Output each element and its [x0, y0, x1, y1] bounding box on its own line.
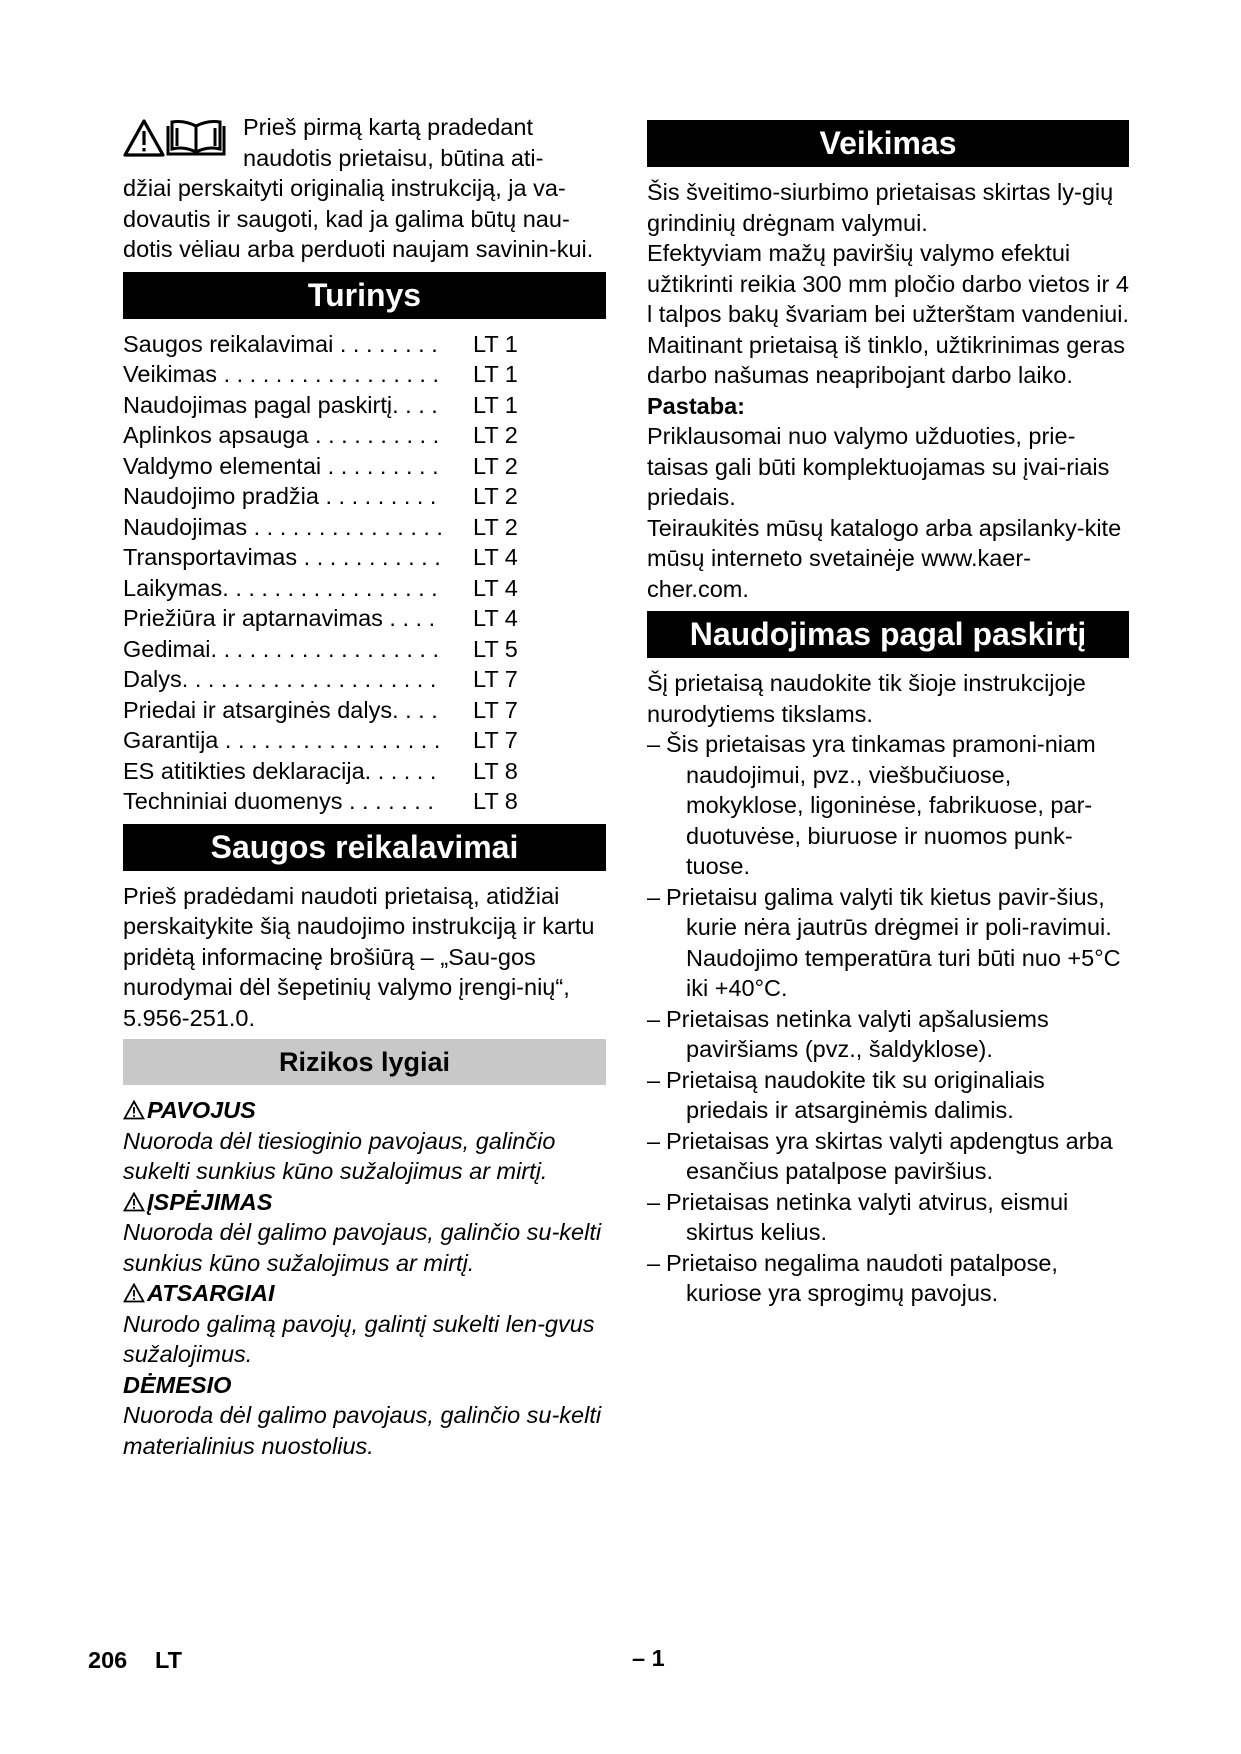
toc-item[interactable] — [123, 695, 606, 726]
toc-page: LT 8 — [473, 788, 518, 814]
list-item — [647, 1187, 1129, 1248]
toc-page: LT 7 — [473, 727, 518, 753]
intro-block — [123, 112, 606, 265]
toc-label: Techniniai duomenys . . . . . . . — [123, 788, 434, 814]
list-item — [647, 729, 1129, 882]
toc-page: LT 2 — [473, 422, 518, 448]
warning-triangle-icon — [123, 1283, 145, 1303]
toc-item[interactable] — [123, 451, 606, 482]
toc-label: Garantija . . . . . . . . . . . . . . . . . — [123, 727, 441, 753]
toc-label: Naudojimas pagal paskirtį. . . . — [123, 391, 438, 418]
operation-paragraph-2: Efektyviam mažų paviršių valymo efektui užtikrinti reikia 300 mm pločio darbo vietos ir 4 l talpos bakų švariam bei užterštam vandeniui. — [647, 240, 1129, 327]
list-item-text: Prietaiso negalima naudoti patalpose, kuriose yra sprogimų pavojus. — [666, 1249, 1058, 1306]
list-item-text: Prietaisas netinka valyti atvirus, eismui skirtus kelius. — [666, 1188, 1069, 1245]
list-item — [647, 1065, 1129, 1126]
toc-item[interactable] — [123, 329, 606, 360]
toc-page: LT 2 — [473, 452, 518, 479]
toc-page: LT 1 — [473, 391, 518, 418]
list-item — [647, 1004, 1129, 1065]
operation-paragraph-4: Teiraukitės mūsų katalogo arba apsilanky-kite mūsų interneto svetainėje www.kaer-cher.com. — [647, 514, 1122, 602]
page-number: 206 — [88, 1647, 128, 1673]
operation-paragraph-3: Maitinant prietaisą iš tinklo, užtikrinimas geras darbo našumas neapribojant darbo laiko. — [647, 331, 1126, 388]
toc-label: Naudojimo pradžia . . . . . . . . . — [123, 483, 437, 509]
toc-label: Aplinkos apsauga . . . . . . . . . . — [123, 422, 440, 448]
toc-item[interactable] — [123, 573, 606, 604]
toc-item[interactable] — [123, 542, 606, 573]
risk-level-text: Nuoroda dėl galimo pavojaus, galinčio su-kelti sunkius kūno sužalojimus ar mirtį. — [123, 1219, 602, 1276]
risk-level-title: ATSARGIAI — [147, 1280, 275, 1306]
note-text: Priklausomai nuo valymo užduoties, prie-taisas gali būti komplektuojamas su įvai-riais priedais. — [647, 423, 1110, 510]
intro-text: džiai perskaityti originalią instrukciją, ja va-dovautis ir saugoti, kad ja galima būtų nau-dotis vėliau arba perduoti naujam savinin-kui. — [123, 175, 594, 262]
warning-triangle-icon — [123, 1100, 145, 1120]
operation-paragraph-1: Šis šveitimo-siurbimo prietaisas skirtas ly-gių grindinių drėgnam valymui. — [647, 179, 1114, 236]
toc-item[interactable] — [123, 664, 606, 695]
dash-bullet: – — [647, 1066, 661, 1093]
risk-level-title: PAVOJUS — [147, 1097, 256, 1123]
dash-bullet: – — [647, 1188, 661, 1215]
dash-bullet: – — [647, 731, 661, 757]
risk-level-text: Nuoroda dėl tiesioginio pavojaus, galinčio sukelti sunkius kūno sužalojimus ar mirtį. — [123, 1127, 556, 1184]
list-item — [647, 1248, 1129, 1309]
toc-item[interactable] — [123, 512, 606, 543]
risk-level-text: Nuoroda dėl galimo pavojaus, galinčio su-kelti materialinius nuostolius. — [123, 1402, 602, 1459]
list-item-text: Prietaisu galima valyti tik kietus pavir-šius, kurie nėra jautrūs drėgmei ir poli-ravimui. — [666, 883, 1112, 940]
toc-label: Veikimas . . . . . . . . . . . . . . . . . — [123, 361, 440, 387]
toc-item[interactable] — [123, 481, 606, 512]
dash-bullet: – — [647, 1249, 661, 1276]
intended-use-intro: Šį prietaisą naudokite tik šioje instrukcijoje nurodytiems tikslams. — [647, 670, 1086, 727]
toc-item[interactable] — [123, 786, 606, 817]
toc-label: Saugos reikalavimai . . . . . . . . — [123, 330, 438, 357]
intro-line-1: Prieš pirmą kartą pradedant — [243, 114, 533, 140]
intended-use-heading: Naudojimas pagal paskirtį — [647, 611, 1129, 658]
intended-use-list — [647, 729, 1129, 1309]
toc-item[interactable] — [123, 359, 606, 390]
toc-item[interactable] — [123, 420, 606, 451]
toc-page: LT 4 — [473, 574, 518, 601]
list-item — [647, 1126, 1129, 1187]
section-page-number: – 1 — [632, 1645, 665, 1671]
toc-item[interactable] — [123, 634, 606, 665]
risk-level-title: ĮSPĖJIMAS — [147, 1188, 273, 1215]
list-item-text: Šis prietaisas yra tinkamas pramoni-niam naudojimui, pvz., viešbučiuose, mokyklose, ligoninėse, fabrikuose, par-duotuvėse, biuruose ir nuomos punk-tuose. — [666, 731, 1096, 879]
toc-label: Dalys. . . . . . . . . . . . . . . . . . . . — [123, 666, 437, 692]
list-item-text: Prietaisas netinka valyti apšalusiems paviršiams (pvz., šaldyklose). — [666, 1005, 1049, 1062]
list-item — [647, 882, 1129, 1004]
toc-page: LT 4 — [473, 605, 518, 631]
warning-triangle-icon — [125, 121, 163, 155]
risk-level-caution — [123, 1278, 606, 1370]
toc-page: LT 7 — [473, 666, 518, 692]
toc-label: Valdymo elementai . . . . . . . . . — [123, 452, 439, 479]
toc-label: Gedimai. . . . . . . . . . . . . . . . . . — [123, 635, 440, 662]
toc-item[interactable] — [123, 390, 606, 421]
left-column — [123, 112, 606, 1461]
safety-heading: Saugos reikalavimai — [123, 824, 606, 871]
toc-page: LT 1 — [473, 361, 518, 387]
toc-item[interactable] — [123, 756, 606, 787]
right-column — [647, 112, 1129, 1309]
toc-item[interactable] — [123, 603, 606, 634]
toc-label: Priežiūra ir aptarnavimas . . . . — [123, 605, 436, 631]
toc-label: ES atitikties deklaracija. . . . . . — [123, 757, 437, 784]
risk-level-title: DĖMESIO — [123, 1371, 232, 1398]
warning-triangle-icon — [123, 1192, 145, 1212]
dash-bullet: – — [647, 1005, 661, 1032]
dash-bullet: – — [647, 1127, 661, 1154]
toc-label: Transportavimas . . . . . . . . . . . — [123, 544, 441, 570]
toc-label: Naudojimas . . . . . . . . . . . . . . . — [123, 513, 443, 540]
toc-page: LT 4 — [473, 544, 518, 570]
toc-page: LT 5 — [473, 635, 518, 662]
warning-book-icons — [123, 118, 229, 158]
risk-level-danger — [123, 1095, 606, 1187]
risk-level-warning — [123, 1187, 606, 1279]
toc-page: LT 7 — [473, 696, 518, 723]
risk-level-attention — [123, 1370, 606, 1462]
toc-item[interactable] — [123, 725, 606, 756]
risk-levels-heading: Rizikos lygiai — [123, 1039, 606, 1085]
safety-text: Prieš pradėdami naudoti prietaisą, atidžiai perskaitykite šią naudojimo instrukciją ir kartu pridėtą informacinę brošiūrą – „Sau-gos nurodymai dėl šepetinių valymo įrengi-nių“, 5.956-251.0. — [123, 882, 595, 1031]
toc-page: LT 1 — [473, 330, 518, 357]
toc-label: Priedai ir atsarginės dalys. . . . — [123, 696, 438, 723]
toc-label: Laikymas. . . . . . . . . . . . . . . . . — [123, 574, 438, 601]
contents-heading: Turinys — [123, 272, 606, 319]
toc-page: LT 2 — [473, 483, 518, 509]
risk-level-text: Nurodo galimą pavojų, galintį sukelti len-gvus sužalojimus. — [123, 1310, 595, 1367]
dash-bullet: – — [647, 883, 661, 910]
table-of-contents — [123, 329, 606, 817]
toc-page: LT 8 — [473, 757, 518, 784]
toc-page: LT 2 — [473, 513, 518, 540]
list-item-text: Prietaisas yra skirtas valyti apdengtus arba esančius patalpose paviršius. — [666, 1127, 1113, 1184]
operation-heading: Veikimas — [647, 120, 1129, 167]
note-label: Pastaba: — [647, 392, 745, 419]
intro-line-2: naudotis prietaisu, būtina ati- — [243, 144, 544, 171]
list-item-extra: Naudojimo temperatūra turi būti nuo +5°C iki +40°C. — [686, 944, 1121, 1001]
language-code: LT — [155, 1647, 182, 1673]
book-icon — [168, 122, 224, 155]
list-item-text: Prietaisą naudokite tik su originaliais priedais ir atsarginėmis dalimis. — [666, 1066, 1045, 1123]
